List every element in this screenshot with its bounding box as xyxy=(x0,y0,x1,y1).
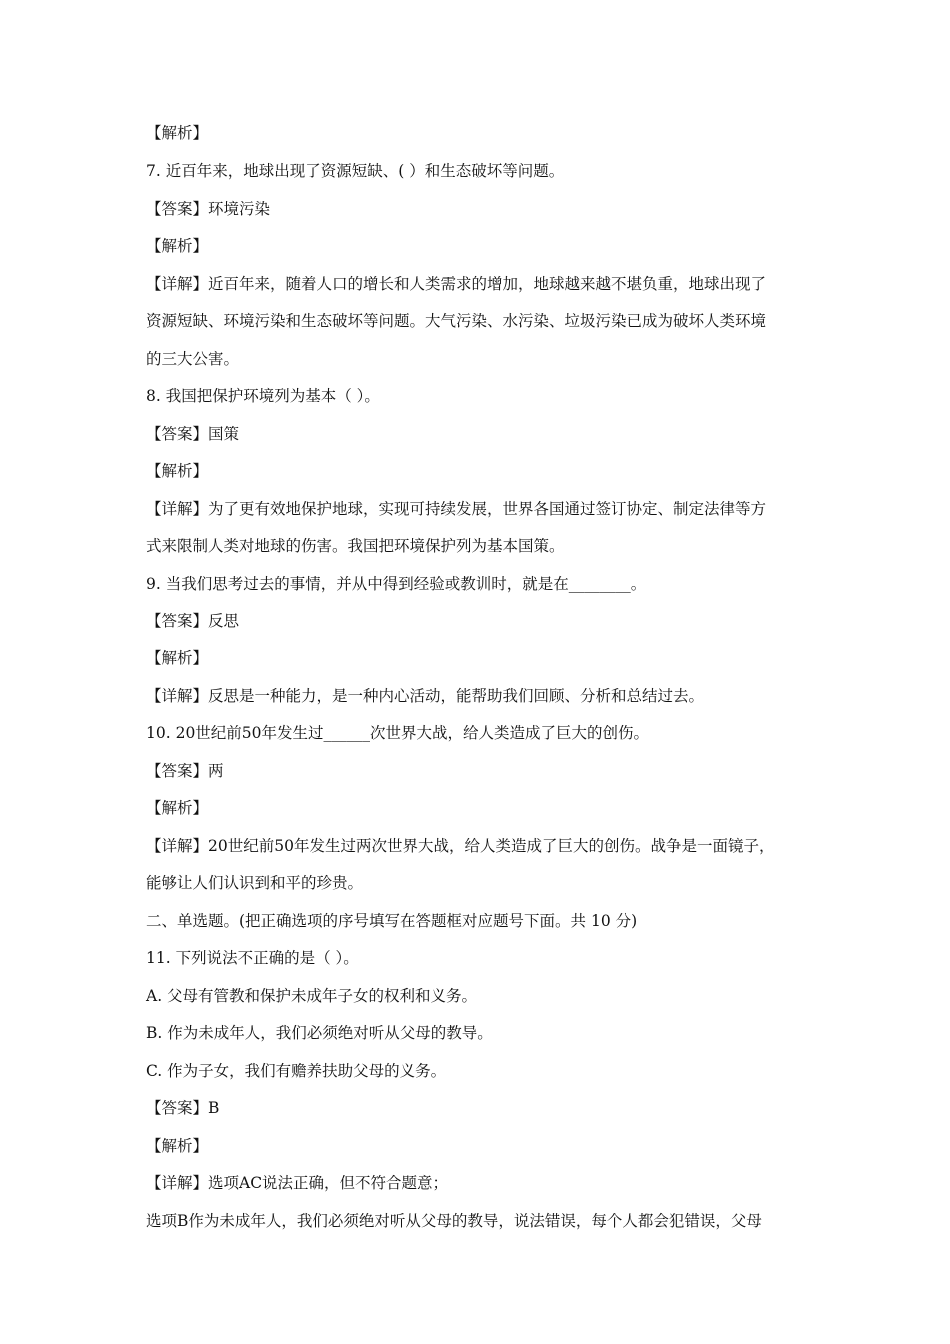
question-9: 9. 当我们思考过去的事情，并从中得到经验或教训时，就是在________。 xyxy=(146,575,647,593)
option-c: C. 作为子女，我们有赡养扶助父母的义务。 xyxy=(146,1062,447,1080)
detail-7-line-2: 资源短缺、环境污染和生态破坏等问题。大气污染、水污染、垃圾污染已成为破坏人类环境 xyxy=(146,312,767,330)
option-a: A. 父母有管教和保护未成年子女的权利和义务。 xyxy=(146,987,478,1005)
question-8: 8. 我国把保护环境列为基本（ ）。 xyxy=(146,387,380,405)
detail-9: 【详解】反思是一种能力，是一种内心活动，能帮助我们回顾、分析和总结过去。 xyxy=(146,687,705,705)
analysis-label: 【解析】 xyxy=(146,1137,209,1155)
analysis-label: 【解析】 xyxy=(146,462,209,480)
detail-7-line-1: 【详解】近百年来，随着人口的增长和人类需求的增加，地球越来越不堪负重，地球出现了 xyxy=(146,275,767,293)
analysis-label: 【解析】 xyxy=(146,649,209,667)
analysis-label: 【解析】 xyxy=(146,124,209,142)
detail-8-line-1: 【详解】为了更有效地保护地球，实现可持续发展，世界各国通过签订协定、制定法律等方 xyxy=(146,500,767,518)
answer-8: 【答案】国策 xyxy=(146,425,240,443)
question-7: 7. 近百年来，地球出现了资源短缺、( ）和生态破坏等问题。 xyxy=(146,162,565,180)
detail-8-line-2: 式来限制人类对地球的伤害。我国把环境保护列为基本国策。 xyxy=(146,537,565,555)
detail-11-line-1: 【详解】选项AC说法正确，但不符合题意； xyxy=(146,1174,449,1192)
detail-7-line-3: 的三大公害。 xyxy=(146,350,240,368)
question-11: 11. 下列说法不正确的是（ ）。 xyxy=(146,949,359,967)
question-10: 10. 20世纪前50年发生过______次世界大战，给人类造成了巨大的创伤。 xyxy=(146,724,650,742)
answer-7: 【答案】环境污染 xyxy=(146,200,271,218)
detail-11-line-2: 选项B作为未成年人，我们必须绝对听从父母的教导，说法错误，每个人都会犯错误，父母 xyxy=(146,1212,762,1230)
option-b: B. 作为未成年人，我们必须绝对听从父母的教导。 xyxy=(146,1024,493,1042)
analysis-label: 【解析】 xyxy=(146,237,209,255)
section-heading: 二、单选题。(把正确选项的序号填写在答题框对应题号下面。共 10 分) xyxy=(146,912,638,930)
analysis-label: 【解析】 xyxy=(146,799,209,817)
detail-10-line-1: 【详解】20世纪前50年发生过两次世界大战，给人类造成了巨大的创伤。战争是一面镜子， xyxy=(146,837,775,855)
detail-10-line-2: 能够让人们认识到和平的珍贵。 xyxy=(146,874,364,892)
answer-10: 【答案】两 xyxy=(146,762,224,780)
answer-9: 【答案】反思 xyxy=(146,612,240,630)
answer-11: 【答案】B xyxy=(146,1099,220,1117)
